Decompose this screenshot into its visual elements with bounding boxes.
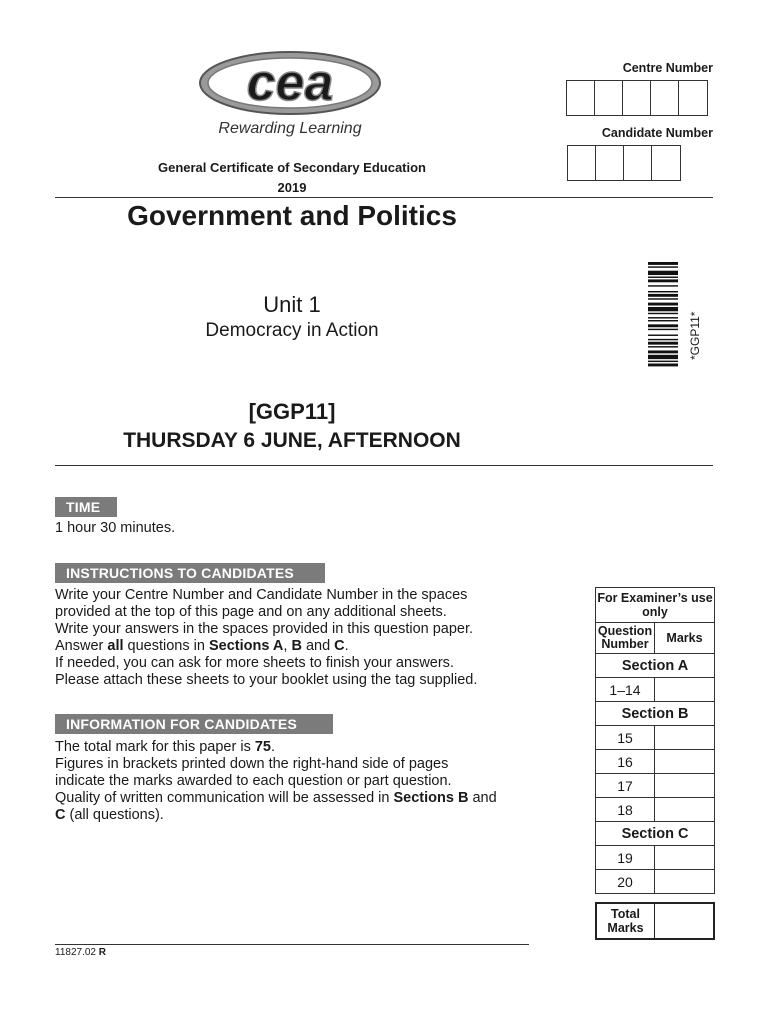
- question-number: 1–14: [596, 678, 655, 702]
- instruction-line: Write your Centre Number and Candidate Number in the spaces: [55, 587, 468, 603]
- marks-cell[interactable]: [655, 678, 715, 702]
- marks-cell[interactable]: [655, 846, 715, 870]
- divider-middle: [55, 465, 713, 466]
- instructions-heading: INSTRUCTIONS TO CANDIDATES: [55, 563, 325, 583]
- cea-logo: [198, 50, 382, 116]
- section-c-label: Section C: [596, 822, 715, 846]
- instruction-line-answer: Answer all questions in Sections A, B and C.: [55, 638, 349, 654]
- question-number: 20: [596, 870, 655, 894]
- instruction-line: Write your answers in the spaces provided in this question paper.: [55, 621, 474, 637]
- logo-text: cea: [246, 54, 334, 112]
- total-marks-box: [595, 902, 715, 940]
- candidate-number-digit[interactable]: [652, 146, 680, 180]
- marks-cell[interactable]: [655, 870, 715, 894]
- time-heading: TIME: [55, 497, 117, 517]
- question-number: 18: [596, 798, 655, 822]
- time-text: 1 hour 30 minutes.: [55, 520, 176, 536]
- centre-number-label: Centre Number: [622, 61, 713, 75]
- candidate-number-digit[interactable]: [596, 146, 624, 180]
- barcode-label: [688, 302, 702, 362]
- instructions-text: [55, 587, 575, 689]
- information-text: [55, 739, 575, 824]
- question-number: 15: [596, 726, 655, 750]
- paper-subtitle: Democracy in Action: [205, 320, 379, 341]
- information-line: Figures in brackets printed down the right-hand side of pages: [55, 756, 449, 772]
- paper-unit: Unit 1: [263, 292, 321, 317]
- candidate-number-label: Candidate Number: [601, 126, 713, 140]
- centre-number-digit[interactable]: [651, 81, 679, 115]
- section-b-label: Section B: [596, 702, 715, 726]
- exam-date: THURSDAY 6 JUNE, AFTERNOON: [123, 429, 461, 452]
- total-marks-cell[interactable]: [655, 904, 713, 938]
- information-heading: INFORMATION FOR CANDIDATES: [55, 714, 333, 734]
- examiner-marks-table: [595, 587, 715, 894]
- logo-tagline: Rewarding Learning: [218, 120, 362, 137]
- marks-cell[interactable]: [655, 774, 715, 798]
- instruction-line: provided at the top of this page and on any additional sheets.: [55, 604, 447, 620]
- total-marks-label: Total Marks: [597, 904, 655, 938]
- barcode: [648, 262, 678, 400]
- marks-cell[interactable]: [655, 726, 715, 750]
- candidate-number-digit[interactable]: [624, 146, 652, 180]
- centre-number-digit[interactable]: [567, 81, 595, 115]
- paper-title: Government and Politics: [127, 200, 457, 231]
- qwc-line: Quality of written communication will be assessed in Sections B and: [55, 790, 497, 806]
- question-number: 17: [596, 774, 655, 798]
- examiner-table-header: For Examiner’s use only: [596, 588, 715, 623]
- marks-cell[interactable]: [655, 798, 715, 822]
- marks-cell[interactable]: [655, 750, 715, 774]
- question-number: 19: [596, 846, 655, 870]
- instruction-line: If needed, you can ask for more sheets to finish your answers.: [55, 655, 454, 671]
- qualification-block: [100, 158, 484, 198]
- barcode-text: *GGP11*: [688, 311, 702, 360]
- centre-number-boxes[interactable]: [566, 80, 708, 116]
- centre-number-digit[interactable]: [679, 81, 707, 115]
- qwc-line-2: C (all questions).: [55, 807, 164, 823]
- exam-year: 2019: [277, 180, 307, 195]
- centre-number-digit[interactable]: [595, 81, 623, 115]
- paper-code: [GGP11]: [248, 399, 336, 424]
- information-line: indicate the marks awarded to each question or part question.: [55, 773, 452, 789]
- question-number: 16: [596, 750, 655, 774]
- qualification-name: General Certificate of Secondary Education: [157, 160, 427, 175]
- question-number-column-header: Question Number: [596, 623, 655, 654]
- divider-bottom: [55, 944, 529, 945]
- divider-top: [55, 197, 713, 198]
- marks-column-header: Marks: [655, 623, 715, 654]
- candidate-number-boxes[interactable]: [567, 145, 681, 181]
- footer-code: 11827.02 R: [55, 947, 106, 958]
- instruction-line: Please attach these sheets to your booklet using the tag supplied.: [55, 672, 478, 688]
- section-a-label: Section A: [596, 654, 715, 678]
- centre-number-digit[interactable]: [623, 81, 651, 115]
- candidate-number-digit[interactable]: [568, 146, 596, 180]
- total-mark-line: The total mark for this paper is 75.: [55, 739, 276, 755]
